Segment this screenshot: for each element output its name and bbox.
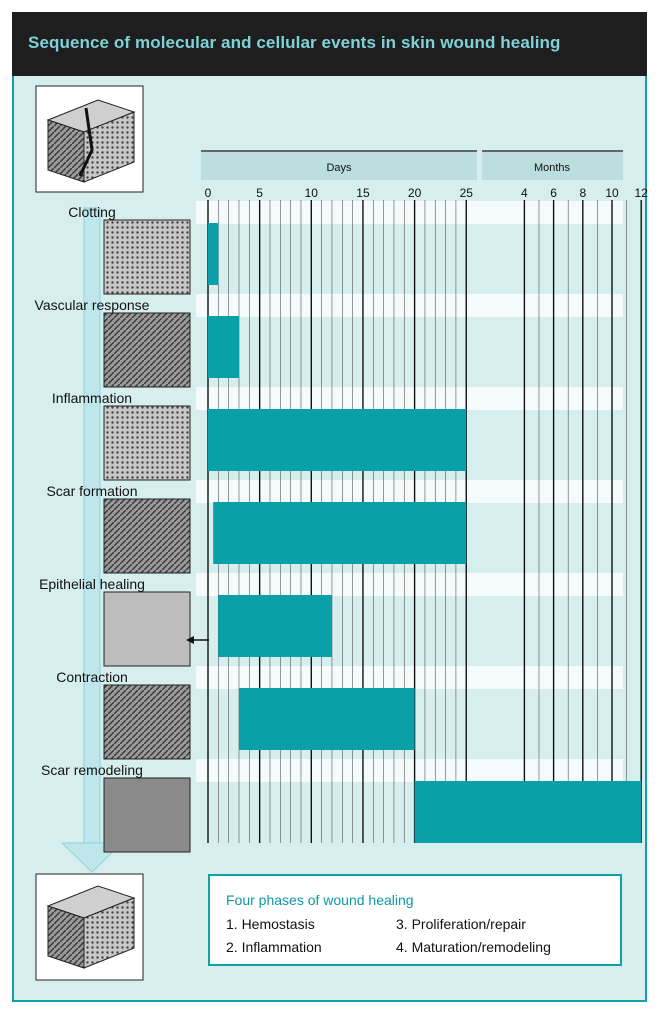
category-label: Clotting bbox=[68, 204, 116, 220]
tick-label-days: 25 bbox=[459, 186, 473, 200]
legend-title: Four phases of wound healing bbox=[226, 892, 414, 908]
legend-item-hemostasis: 1. Hemostasis bbox=[226, 916, 315, 932]
row-illustrations bbox=[104, 220, 190, 852]
legend-item-maturation: 4. Maturation/remodeling bbox=[396, 939, 551, 955]
row-illustration bbox=[104, 778, 190, 852]
tick-label-days: 0 bbox=[204, 186, 212, 200]
tick-label-months: 12 bbox=[634, 186, 648, 200]
tick-label-months: 4 bbox=[521, 186, 528, 200]
tick-label-months: 10 bbox=[605, 186, 619, 200]
legend-box bbox=[208, 874, 622, 966]
row-illustration bbox=[104, 406, 190, 480]
days-axis-label: Days bbox=[326, 162, 352, 174]
tick-labels bbox=[205, 186, 649, 200]
legend-item-proliferation: 3. Proliferation/repair bbox=[396, 916, 526, 932]
bar bbox=[208, 316, 239, 378]
category-label: Scar remodeling bbox=[41, 762, 143, 778]
bar bbox=[239, 688, 415, 750]
category-label: Scar formation bbox=[46, 483, 138, 499]
tick-label-days: 10 bbox=[304, 186, 318, 200]
category-label: Inflammation bbox=[51, 390, 133, 406]
tick-label-months: 8 bbox=[579, 186, 587, 200]
row-illustration bbox=[104, 592, 190, 666]
bar bbox=[208, 409, 466, 471]
bar bbox=[208, 223, 218, 285]
row-illustration bbox=[104, 220, 190, 294]
legend-item-inflammation: 2. Inflammation bbox=[226, 939, 322, 955]
row-illustration bbox=[104, 313, 190, 387]
tick-label-days: 15 bbox=[356, 186, 370, 200]
bar bbox=[415, 781, 642, 843]
tick-label-days: 20 bbox=[407, 186, 422, 200]
category-label: Epithelial healing bbox=[39, 576, 145, 592]
row-illustration bbox=[104, 499, 190, 573]
months-axis-label: Months bbox=[533, 162, 571, 174]
category-label: Contraction bbox=[56, 669, 128, 685]
category-label: Vascular response bbox=[34, 297, 150, 313]
chart-title: Sequence of molecular and cellular events in skin wound healing bbox=[28, 33, 561, 52]
tick-label-days: 5 bbox=[256, 186, 263, 200]
bar bbox=[213, 502, 466, 564]
row-illustration bbox=[104, 685, 190, 759]
skin-block-bottom-icon bbox=[36, 874, 143, 980]
skin-block-top-icon bbox=[36, 86, 143, 192]
bar bbox=[218, 595, 332, 657]
tick-label-months: 6 bbox=[550, 186, 557, 200]
